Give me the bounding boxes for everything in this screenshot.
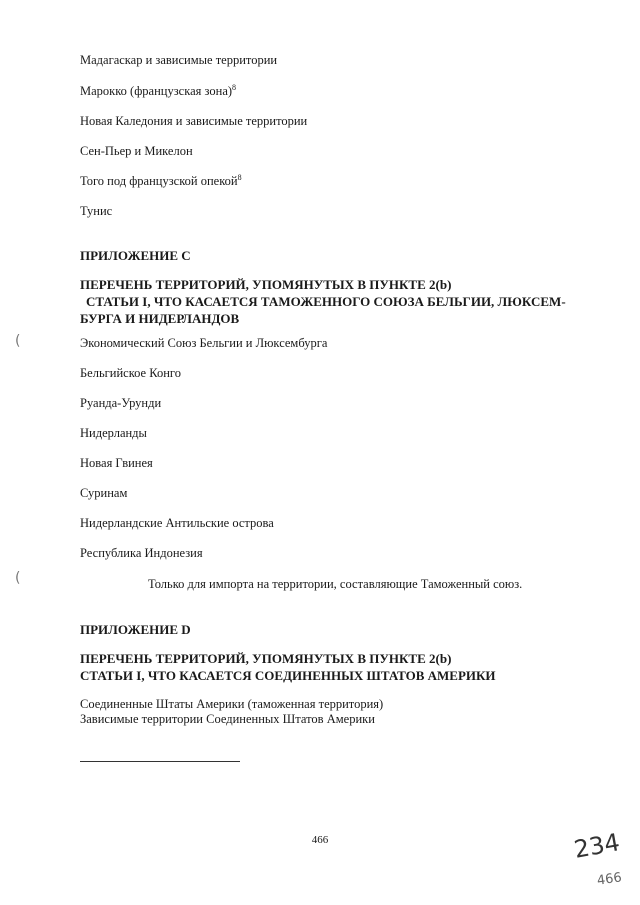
list-item: Тунис bbox=[80, 204, 113, 218]
list-item: Мадагаскар и зависимые территории bbox=[80, 53, 278, 67]
heading-line: ПЕРЕЧЕНЬ ТЕРРИТОРИЙ, УПОМЯНУТЫХ В ПУНКТЕ 2(b) bbox=[80, 277, 452, 292]
annex-c-title: ПРИЛОЖЕНИЕ С bbox=[80, 248, 191, 263]
heading-line: СТАТЬИ I, ЧТО КАСАЕТСЯ ТАМОЖЕННОГО СОЮЗА БЕЛЬГИИ, ЛЮКСЕМ- bbox=[86, 294, 566, 309]
heading-line: СТАТЬИ I, ЧТО КАСАЕТСЯ СОЕДИНЕННЫХ ШТАТОВ АМЕРИКИ bbox=[80, 668, 496, 683]
scan-mark: ( bbox=[15, 570, 21, 586]
list-item: Экономический Союз Бельгии и Люксембурга bbox=[80, 336, 328, 350]
list-item: Того под французской опекой$^8$ bbox=[80, 173, 242, 188]
list-item: Нидерланды bbox=[80, 426, 147, 440]
list-item: Нидерландские Антильские острова bbox=[80, 516, 274, 530]
heading-line: БУРГА И НИДЕРЛАНДОВ bbox=[80, 311, 240, 326]
list-item: Суринам bbox=[80, 486, 128, 500]
annex-c-note: Только для импорта на территории, составляющие Таможенный союз. bbox=[148, 577, 523, 591]
handwritten-number-small: 466 bbox=[596, 870, 623, 889]
scan-mark: ( bbox=[15, 333, 21, 349]
footnote-divider bbox=[80, 761, 240, 762]
annex-d-title: ПРИЛОЖЕНИЕ D bbox=[80, 622, 191, 637]
list-item: Марокко (французская зона)$^8$ bbox=[80, 83, 237, 98]
annex-d-heading bbox=[80, 650, 496, 684]
annex-c-heading bbox=[80, 276, 566, 327]
list-item: Руанда-Урунди bbox=[80, 396, 162, 410]
list-item: Республика Индонезия bbox=[80, 546, 203, 560]
page-number: 466 bbox=[311, 834, 329, 846]
list-item: Новая Гвинея bbox=[80, 456, 153, 470]
heading-line: ПЕРЕЧЕНЬ ТЕРРИТОРИЙ, УПОМЯНУТЫХ В ПУНКТЕ 2(b) bbox=[80, 651, 452, 666]
list-item: Бельгийское Конго bbox=[80, 366, 181, 380]
list-item: Соединенные Штаты Америки (таможенная территория) bbox=[80, 697, 384, 711]
list-item: Зависимые территории Соединенных Штатов Америки bbox=[80, 712, 375, 726]
handwritten-number: 234 bbox=[571, 828, 622, 864]
list-item: Новая Каледония и зависимые территории bbox=[80, 114, 308, 128]
list-item: Сен-Пьер и Микелон bbox=[80, 144, 193, 158]
